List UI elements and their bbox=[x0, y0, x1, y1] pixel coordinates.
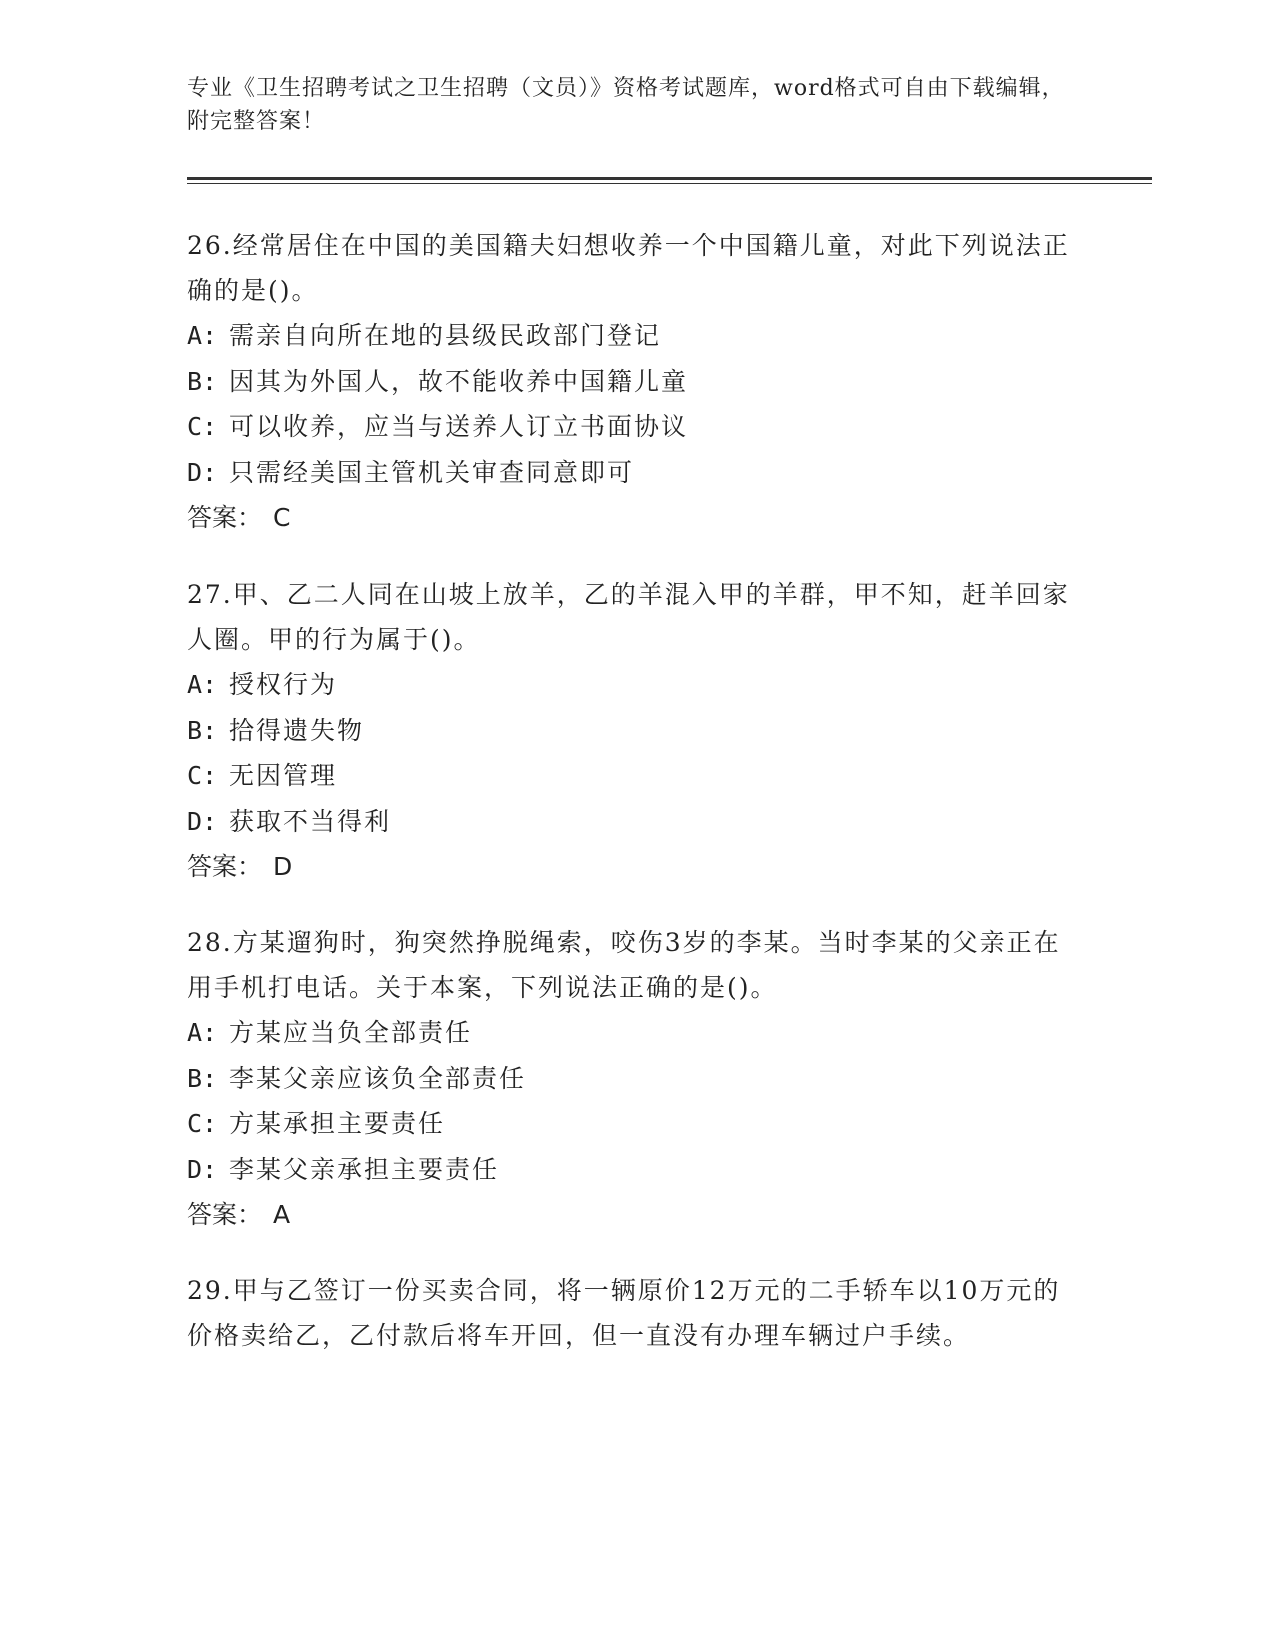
answer-line bbox=[187, 844, 1077, 889]
option-c bbox=[187, 404, 1077, 450]
question-stem: 27.甲、乙二人同在山坡上放羊，乙的羊混入甲的羊群，甲不知，赶羊回家人圈。甲的行为属于()。 bbox=[187, 580, 1070, 654]
answer-value: C bbox=[273, 503, 291, 532]
option-text: 方某承担主要责任 bbox=[229, 1109, 446, 1138]
answer-line bbox=[187, 1192, 1077, 1237]
option-letter: B: bbox=[187, 715, 218, 745]
option-letter: C: bbox=[187, 412, 218, 441]
option-d bbox=[187, 1147, 1077, 1193]
option-b bbox=[187, 1056, 1077, 1102]
answer-value: D bbox=[273, 852, 293, 881]
answer-label: 答案： bbox=[187, 852, 263, 881]
question-stem: 28.方某遛狗时，狗突然挣脱绳索，咬伤3岁的李某。当时李某的父亲正在用手机打电话。关于本案，下列说法正确的是()。 bbox=[187, 928, 1061, 1002]
option-c bbox=[187, 753, 1077, 799]
option-text: 无因管理 bbox=[229, 761, 338, 790]
question-29 bbox=[187, 1268, 1077, 1358]
question-stem: 29.甲与乙签订一份买卖合同，将一辆原价12万元的二手轿车以10万元的价格卖给乙，乙付款后将车开回，但一直没有办理车辆过户手续。 bbox=[187, 1276, 1061, 1350]
option-text: 只需经美国主管机关审查同意即可 bbox=[229, 457, 635, 487]
option-b bbox=[187, 359, 1077, 405]
option-text: 李某父亲应该负全部责任 bbox=[229, 1063, 527, 1093]
option-text: 李某父亲承担主要责任 bbox=[229, 1154, 500, 1184]
option-letter: D: bbox=[187, 457, 218, 487]
answer-value: A bbox=[273, 1200, 291, 1229]
option-a bbox=[187, 662, 1077, 708]
option-letter: D: bbox=[187, 1154, 218, 1184]
question-27 bbox=[187, 572, 1077, 889]
answer-label: 答案： bbox=[187, 1200, 263, 1229]
option-text: 授权行为 bbox=[229, 670, 338, 699]
question-28 bbox=[187, 920, 1077, 1237]
document-header: 专业《卫生招聘考试之卫生招聘（文员）》资格考试题库，word格式可自由下载编辑，附完整答案！ bbox=[187, 76, 1065, 134]
option-letter: A: bbox=[187, 1018, 218, 1047]
option-text: 方某应当负全部责任 bbox=[229, 1018, 473, 1047]
option-letter: C: bbox=[187, 761, 218, 790]
option-text: 因其为外国人，故不能收养中国籍儿童 bbox=[229, 366, 689, 396]
option-d bbox=[187, 450, 1077, 496]
option-letter: D: bbox=[187, 806, 218, 836]
option-text: 需亲自向所在地的县级民政部门登记 bbox=[229, 321, 662, 350]
option-text: 可以收养，应当与送养人订立书面协议 bbox=[229, 412, 689, 441]
option-text: 拾得遗失物 bbox=[229, 715, 365, 745]
option-letter: B: bbox=[187, 1063, 218, 1093]
question-26 bbox=[187, 223, 1077, 540]
answer-label: 答案： bbox=[187, 503, 263, 532]
option-letter: C: bbox=[187, 1109, 218, 1138]
header-rule-thick bbox=[187, 177, 1152, 180]
header-rule-thin bbox=[187, 183, 1152, 184]
option-letter: A: bbox=[187, 321, 218, 350]
answer-line bbox=[187, 495, 1077, 540]
option-letter: A: bbox=[187, 670, 218, 699]
option-a bbox=[187, 1010, 1077, 1056]
question-stem: 26.经常居住在中国的美国籍夫妇想收养一个中国籍儿童，对此下列说法正确的是()。 bbox=[187, 231, 1070, 305]
option-c bbox=[187, 1101, 1077, 1147]
option-a bbox=[187, 313, 1077, 359]
option-b bbox=[187, 708, 1077, 754]
option-d bbox=[187, 799, 1077, 845]
option-letter: B: bbox=[187, 366, 218, 396]
option-text: 获取不当得利 bbox=[229, 806, 392, 836]
